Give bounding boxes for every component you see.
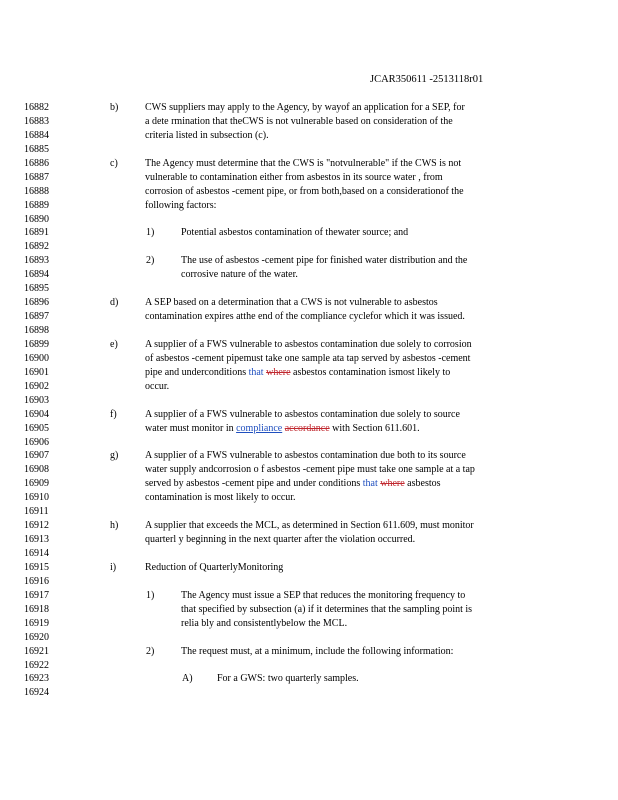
line-number: 16904 bbox=[24, 408, 49, 420]
text-run: contamination is most likely to occur. bbox=[145, 492, 296, 504]
text-run: quarterl y beginning in the next quarter after the violation occurred. bbox=[145, 534, 416, 546]
line-number: 16923 bbox=[24, 673, 49, 685]
subsection-label: g) bbox=[110, 450, 119, 462]
line-number: 16912 bbox=[24, 520, 49, 532]
line-number: 16888 bbox=[24, 185, 49, 197]
line-text bbox=[181, 589, 465, 603]
document-line bbox=[24, 408, 614, 422]
text-run: asbestos bbox=[404, 478, 441, 490]
line-number: 16895 bbox=[24, 283, 49, 295]
line-text bbox=[145, 463, 475, 477]
document-line bbox=[24, 603, 614, 617]
subsection-label: 1) bbox=[146, 589, 155, 601]
line-text bbox=[181, 603, 472, 617]
line-number: 16918 bbox=[24, 603, 49, 615]
text-run: The Agency must issue a SEP that reduces the monitoring frequency to bbox=[181, 589, 466, 601]
subsection-label: d) bbox=[110, 297, 119, 309]
line-number: 16908 bbox=[24, 464, 49, 476]
text-run: The request must, at a minimum, include the following information: bbox=[181, 645, 454, 657]
line-text bbox=[145, 171, 443, 185]
line-text bbox=[145, 338, 472, 352]
document-line bbox=[24, 519, 614, 533]
document-line bbox=[24, 240, 614, 254]
document-line bbox=[24, 143, 614, 157]
line-number: 16902 bbox=[24, 380, 49, 392]
subsection-label: 1) bbox=[146, 227, 155, 239]
line-number: 16901 bbox=[24, 366, 49, 378]
subsection-label: c) bbox=[110, 157, 118, 169]
text-run: Potential asbestos contamination of thewater source; and bbox=[181, 227, 409, 239]
text-run: The use of asbestos -cement pipe for finished water distribution and the bbox=[181, 255, 468, 267]
line-number: 16882 bbox=[24, 102, 49, 113]
text-run: A supplier of a FWS vulnerable to asbestos contamination due solely to corrosion bbox=[145, 338, 472, 350]
line-text bbox=[145, 101, 465, 115]
line-number: 16913 bbox=[24, 534, 49, 546]
subsection-label: 2) bbox=[146, 645, 155, 657]
subsection-label: f) bbox=[110, 408, 117, 420]
document-line bbox=[24, 477, 614, 491]
line-number: 16905 bbox=[24, 422, 49, 434]
text-run: a dete rmination that theCWS is not vulnerable based on consideration of the bbox=[145, 115, 453, 127]
text-run: following factors: bbox=[145, 199, 217, 211]
document-line bbox=[24, 213, 614, 227]
inserted-text: compliance bbox=[236, 422, 283, 434]
subsection-label: h) bbox=[110, 520, 119, 532]
line-text bbox=[145, 449, 466, 463]
text-run: For a GWS: two quarterly samples. bbox=[217, 673, 359, 685]
text-run: corrosion of asbestos -cement pipe, or from both,based on a considerationof the bbox=[145, 185, 464, 197]
line-number: 16883 bbox=[24, 115, 49, 127]
text-run: of asbestos -cement pipemust take one sample ata tap served by asbestos -cement bbox=[145, 352, 471, 364]
text-run: with Section 611.601. bbox=[329, 422, 420, 434]
line-text bbox=[145, 533, 415, 547]
line-text bbox=[181, 226, 408, 240]
line-text bbox=[181, 617, 347, 631]
line-text bbox=[145, 366, 450, 380]
document-line bbox=[24, 101, 614, 115]
text-run: corrosive nature of the water. bbox=[181, 269, 298, 281]
line-number: 16920 bbox=[24, 631, 49, 643]
deleted-text: where bbox=[380, 478, 405, 490]
line-number: 16892 bbox=[24, 241, 49, 253]
text-run: occur. bbox=[145, 380, 170, 392]
line-number: 16921 bbox=[24, 645, 49, 657]
document-line bbox=[24, 296, 614, 310]
subsection-label: e) bbox=[110, 338, 118, 350]
document-line bbox=[24, 589, 614, 603]
text-run: water supply andcorrosion o f asbestos -cement pipe must take one sample at a tap bbox=[145, 464, 475, 476]
line-text bbox=[145, 115, 453, 129]
line-text bbox=[145, 477, 441, 491]
document-line bbox=[24, 310, 614, 324]
document-line bbox=[24, 324, 614, 338]
line-number: 16898 bbox=[24, 325, 49, 336]
line-number: 16911 bbox=[24, 506, 49, 518]
document-line bbox=[24, 449, 614, 463]
text-run: served by asbestos -cement pipe and under conditions bbox=[145, 478, 363, 490]
document-line bbox=[24, 226, 614, 240]
line-number: 16907 bbox=[24, 450, 49, 462]
document-line bbox=[24, 338, 614, 352]
document-line bbox=[24, 380, 614, 394]
line-number: 16900 bbox=[24, 352, 49, 364]
line-text bbox=[145, 157, 461, 171]
line-number: 16885 bbox=[24, 143, 49, 155]
line-number: 16906 bbox=[24, 436, 49, 448]
line-number: 16914 bbox=[24, 548, 49, 559]
line-number: 16915 bbox=[24, 561, 49, 573]
line-text bbox=[145, 185, 464, 199]
document-line bbox=[24, 505, 614, 519]
line-number: 16899 bbox=[24, 338, 49, 350]
line-number: 16910 bbox=[24, 492, 49, 504]
deleted-text: accordance bbox=[284, 422, 330, 434]
line-number: 16922 bbox=[24, 659, 49, 671]
document-line bbox=[24, 645, 614, 659]
document-line bbox=[24, 268, 614, 282]
document-line bbox=[24, 282, 614, 296]
document-line bbox=[24, 575, 614, 589]
text-run: contamination expires atthe end of the compliance cyclefor which it was issued. bbox=[145, 311, 465, 323]
document-line bbox=[24, 617, 614, 631]
document-line bbox=[24, 561, 614, 575]
text-run: A supplier of a FWS vulnerable to asbestos contamination due both to its source bbox=[145, 450, 466, 462]
line-text bbox=[145, 519, 474, 533]
line-number: 16896 bbox=[24, 297, 49, 309]
line-number: 16903 bbox=[24, 394, 49, 406]
document-line bbox=[24, 171, 614, 185]
document-line bbox=[24, 129, 614, 143]
document-line bbox=[24, 394, 614, 408]
line-text bbox=[145, 296, 438, 310]
line-number: 16893 bbox=[24, 255, 49, 267]
document-line bbox=[24, 254, 614, 268]
line-number: 16891 bbox=[24, 227, 49, 239]
line-text bbox=[145, 380, 169, 394]
line-number: 16897 bbox=[24, 311, 49, 323]
inserted-text: that bbox=[248, 366, 264, 378]
line-text bbox=[145, 199, 216, 213]
deleted-text: where bbox=[266, 366, 291, 378]
document-line bbox=[24, 547, 614, 561]
line-text bbox=[145, 129, 269, 143]
line-text bbox=[145, 352, 470, 366]
document-line bbox=[24, 157, 614, 171]
text-run: Reduction of QuarterlyMonitoring bbox=[145, 561, 284, 573]
line-text bbox=[145, 491, 296, 505]
line-text bbox=[181, 645, 453, 659]
text-run: A SEP based on a determination that a CWS is not vulnerable to asbestos bbox=[145, 297, 438, 309]
document-line bbox=[24, 491, 614, 505]
subsection-label: 2) bbox=[146, 255, 155, 267]
line-number: 16890 bbox=[24, 213, 49, 225]
text-run: relia bly and consistentlybelow the MCL. bbox=[181, 617, 348, 629]
line-text bbox=[145, 408, 460, 422]
line-number: 16917 bbox=[24, 589, 49, 601]
line-number: 16886 bbox=[24, 157, 49, 169]
inserted-text: that bbox=[362, 478, 378, 490]
document-line bbox=[24, 436, 614, 450]
document-line bbox=[24, 352, 614, 366]
document-line bbox=[24, 199, 614, 213]
line-text bbox=[181, 268, 298, 282]
document-line bbox=[24, 463, 614, 477]
text-run: vulnerable to contamination either from asbestos in its source water , from bbox=[145, 171, 443, 183]
line-text bbox=[145, 422, 420, 436]
document-id-header: JCAR350611 -2513118r01 bbox=[370, 74, 484, 85]
line-number: 16924 bbox=[24, 687, 49, 699]
document-line bbox=[24, 631, 614, 645]
line-number: 16916 bbox=[24, 575, 49, 587]
line-number: 16884 bbox=[24, 129, 49, 141]
subsection-label: i) bbox=[110, 561, 117, 573]
line-number: 16909 bbox=[24, 478, 49, 490]
text-run: A supplier of a FWS vulnerable to asbestos contamination due solely to source bbox=[145, 408, 460, 420]
line-text bbox=[145, 561, 283, 575]
document-line bbox=[24, 366, 614, 380]
text-run: A supplier that exceeds the MCL, as determined in Section 611.609, must monitor bbox=[145, 520, 474, 532]
document-line bbox=[24, 115, 614, 129]
text-run: asbestos contamination ismost likely to bbox=[290, 366, 451, 378]
document-body bbox=[24, 101, 614, 700]
line-number: 16894 bbox=[24, 269, 49, 281]
document-line bbox=[24, 686, 614, 700]
document-line bbox=[24, 533, 614, 547]
line-text bbox=[217, 672, 359, 686]
document-line bbox=[24, 185, 614, 199]
document-line bbox=[24, 672, 614, 686]
line-text bbox=[145, 310, 465, 324]
text-run: criteria listed in subsection (c). bbox=[145, 129, 269, 141]
line-number: 16887 bbox=[24, 171, 49, 183]
text-run: that specified by subsection (a) if it determines that the sampling point is bbox=[181, 603, 473, 615]
text-run: The Agency must determine that the CWS is "notvulnerable" if the CWS is not bbox=[145, 157, 462, 169]
line-text bbox=[181, 254, 467, 268]
text-run: pipe and underconditions bbox=[145, 366, 249, 378]
document-line bbox=[24, 422, 614, 436]
line-number: 16919 bbox=[24, 617, 49, 629]
text-run: water must monitor in bbox=[145, 422, 237, 434]
document-line bbox=[24, 659, 614, 673]
subsection-label: A) bbox=[182, 673, 193, 685]
line-number: 16889 bbox=[24, 199, 49, 211]
text-run: CWS suppliers may apply to the Agency, by wayof an application for a SEP, for bbox=[145, 102, 465, 113]
subsection-label: b) bbox=[110, 102, 119, 113]
